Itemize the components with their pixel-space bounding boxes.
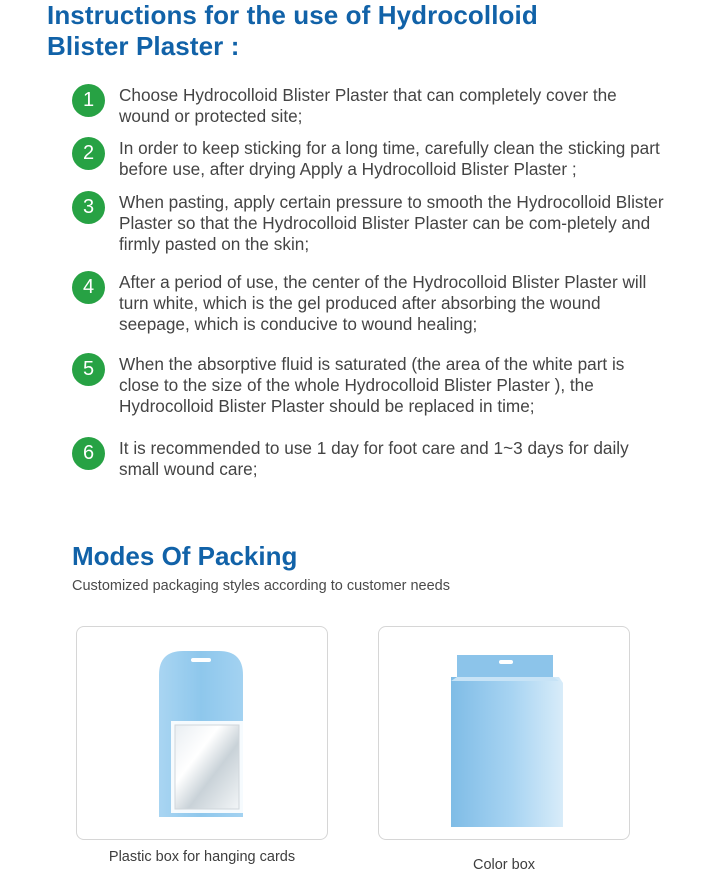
step-number-badge: 5 [72, 353, 105, 386]
hanging-card-blister-pack-image [77, 627, 327, 839]
step-number-badge: 6 [72, 437, 105, 470]
packing-option-label: Plastic box for hanging cards [108, 849, 296, 865]
step-text: After a period of use, the center of the Hydrocolloid Blister Plaster will turn white, which is the gel produced after absorbing the wound seepage, which is conducive to wound healing; [119, 272, 647, 334]
step-text: Choose Hydrocolloid Blister Plaster that can completely cover the wound or protected site; [119, 85, 617, 126]
step-text: It is recommended to use 1 day for foot care and 1~3 days for daily small wound care; [119, 438, 629, 479]
color-box-image [379, 627, 629, 839]
step-number-badge: 4 [72, 271, 105, 304]
step-text: When the absorptive fluid is saturated (the area of the white part is close to the size of the whole Hydrocolloid Blister Plaster ), the Hydrocolloid Blister Plaster should be replaced in time; [119, 354, 625, 416]
step-number-badge: 1 [72, 84, 105, 117]
instructions-title-line1: Instructions for the use of Hydrocolloid [47, 0, 538, 30]
packing-option-label: Color box [472, 857, 536, 873]
packing-option-card [378, 626, 630, 840]
step-number-badge: 3 [72, 191, 105, 224]
packing-title: Modes Of Packing [72, 541, 298, 571]
instructions-title-line2: Blister Plaster : [47, 31, 240, 61]
instructions-title [47, 0, 538, 62]
step-text: When pasting, apply certain pressure to smooth the Hydrocolloid Blister Plaster so that the Hydrocolloid Blister Plaster can be com-pletely and firmly pasted on the skin; [119, 192, 664, 254]
packing-subtitle: Customized packaging styles according to customer needs [72, 578, 450, 594]
step-text: In order to keep sticking for a long time, carefully clean the sticking part before use, after drying Apply a Hydrocolloid Blister Plaster ; [119, 138, 660, 179]
step-number-badge: 2 [72, 137, 105, 170]
packing-option-card [76, 626, 328, 840]
